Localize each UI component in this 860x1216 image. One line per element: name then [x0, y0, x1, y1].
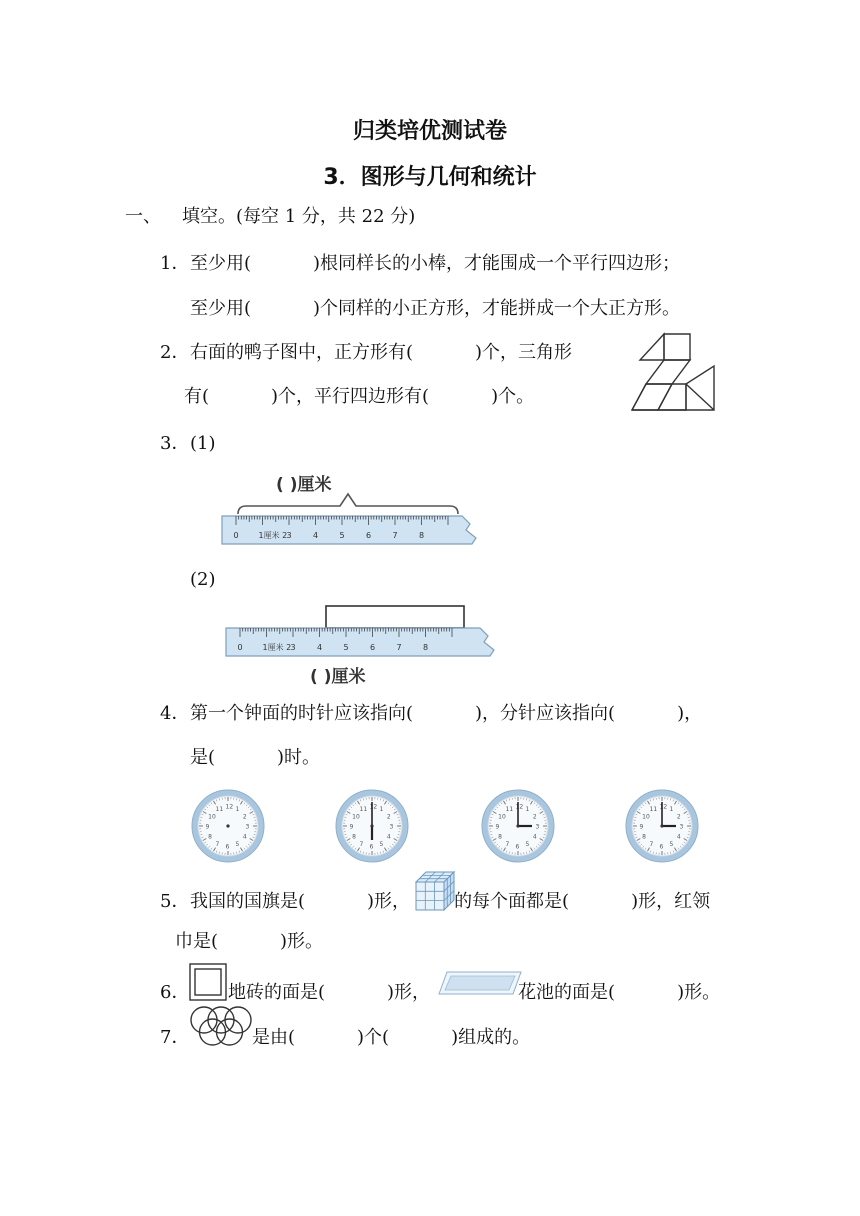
svg-text:1: 1 [379, 806, 384, 814]
svg-text:5: 5 [669, 840, 674, 848]
svg-text:5: 5 [525, 840, 530, 848]
svg-text:7: 7 [359, 840, 364, 848]
q2-number: 2． [160, 342, 190, 363]
square-shape [664, 334, 690, 360]
ruler-tick-label: 8 [419, 531, 425, 540]
svg-text:4: 4 [242, 833, 247, 841]
svg-text:6: 6 [225, 843, 230, 851]
q4-line2: 是( )时。 [190, 747, 321, 768]
q6-line: 地砖的面是( )形， 花池的面是( )形。 [228, 982, 721, 1003]
page-title: 归类培优测试卷 [352, 119, 507, 144]
svg-text:6: 6 [515, 843, 520, 851]
triangle-shape [640, 334, 664, 360]
svg-text:4: 4 [386, 833, 391, 841]
ruler-2-figure [222, 604, 497, 690]
olympic-rings-icon [188, 1002, 254, 1050]
svg-text:11: 11 [359, 806, 368, 814]
q1-line2: 至少用( )个同样的小正方形，才能拼成一个大正方形。 [190, 298, 681, 319]
ruler-tick-label: 3 [286, 531, 292, 540]
ruler-1-figure [218, 468, 483, 550]
svg-text:7: 7 [215, 840, 220, 848]
svg-text:12: 12 [515, 803, 524, 811]
parallelogram-shape [646, 360, 690, 384]
q3-part1: (1) [190, 433, 216, 454]
q3-part2: (2) [190, 569, 216, 590]
svg-text:6: 6 [659, 843, 664, 851]
svg-text:11: 11 [649, 806, 658, 814]
svg-text:8: 8 [352, 833, 357, 841]
svg-text:3: 3 [389, 823, 394, 831]
svg-text:3: 3 [245, 823, 250, 831]
svg-text:2: 2 [386, 813, 391, 821]
q5-number: 5． [160, 891, 190, 912]
ruler-tick-label: 6 [370, 643, 376, 652]
svg-text:4: 4 [532, 833, 537, 841]
section-heading: 填空。(每空 1 分，共 22 分) [182, 206, 416, 227]
clock-faces-row [190, 786, 740, 866]
ruler-tick-label: 0 [233, 531, 239, 540]
q2-line1: 右面的鸭子图中，正方形有( )个，三角形 [190, 342, 573, 363]
ruler-1-answer-label: ( )厘米 [276, 475, 332, 495]
ruler-tick-label: 1厘米 2 [258, 531, 288, 540]
svg-text:10: 10 [642, 813, 650, 821]
length-brace [238, 494, 458, 514]
clock-face [192, 790, 264, 862]
svg-text:11: 11 [505, 806, 514, 814]
q6-number: 6． [160, 982, 190, 1003]
ruler-tick-label: 1厘米 2 [262, 643, 292, 652]
svg-text:8: 8 [642, 833, 647, 841]
q7-line: 是由( )个( )组成的。 [252, 1027, 531, 1048]
ruler-tick-label: 7 [396, 643, 402, 652]
svg-text:8: 8 [208, 833, 213, 841]
svg-text:3: 3 [679, 823, 684, 831]
measured-rectangle [326, 606, 464, 628]
svg-text:9: 9 [205, 823, 210, 831]
svg-text:9: 9 [349, 823, 354, 831]
svg-text:2: 2 [242, 813, 247, 821]
svg-text:7: 7 [649, 840, 654, 848]
svg-text:2: 2 [532, 813, 537, 821]
duck-tangram-figure [628, 332, 718, 414]
q3-number: 3． [160, 433, 190, 454]
svg-text:5: 5 [235, 840, 240, 848]
svg-text:10: 10 [352, 813, 360, 821]
ruler-tick-label: 4 [317, 643, 323, 652]
svg-text:6: 6 [369, 843, 374, 851]
ruler-tick-label: 0 [237, 643, 243, 652]
svg-text:5: 5 [379, 840, 384, 848]
svg-text:1: 1 [525, 806, 530, 814]
ruler-tick-label: 6 [366, 531, 372, 540]
ruler-2-answer-label: ( )厘米 [310, 667, 366, 687]
ruler-tick-label: 5 [343, 643, 349, 652]
floor-tile-icon [188, 962, 228, 1002]
svg-text:10: 10 [208, 813, 216, 821]
q5-line1: 我国的国旗是( )形， 的每个面都是( )形，红领 [190, 891, 711, 912]
svg-text:3: 3 [535, 823, 540, 831]
svg-text:10: 10 [498, 813, 506, 821]
q1-line1: 至少用( )根同样长的小棒，才能围成一个平行四边形； [190, 253, 681, 274]
flower-bed-icon [437, 970, 523, 996]
svg-text:7: 7 [505, 840, 510, 848]
ruler-tick-label: 8 [423, 643, 429, 652]
svg-text:12: 12 [659, 803, 668, 811]
page-subtitle: 3．图形与几何和统计 [323, 165, 537, 190]
q4-number: 4． [160, 703, 190, 724]
q4-line1: 第一个钟面的时针应该指向( )，分针应该指向( )， [190, 703, 703, 724]
clock-face [336, 790, 408, 862]
svg-text:4: 4 [676, 833, 681, 841]
ruler-tick-label: 3 [290, 643, 296, 652]
q7-number: 7． [160, 1027, 190, 1048]
clock-face [482, 790, 554, 862]
clock-face [626, 790, 698, 862]
ruler-tick-label: 7 [392, 531, 398, 540]
svg-text:1: 1 [235, 806, 240, 814]
section-number: 一、 [125, 206, 161, 227]
rubiks-cube-icon [414, 870, 456, 912]
svg-text:1: 1 [669, 806, 674, 814]
svg-text:12: 12 [225, 803, 234, 811]
ruler-tick-label: 4 [313, 531, 319, 540]
svg-text:11: 11 [215, 806, 224, 814]
q2-line2: 有( )个，平行四边形有( )个。 [184, 386, 535, 407]
q5-line2: 巾是( )形。 [175, 931, 324, 952]
svg-text:12: 12 [369, 803, 378, 811]
svg-text:9: 9 [495, 823, 500, 831]
ruler-tick-label: 5 [339, 531, 345, 540]
svg-text:8: 8 [498, 833, 503, 841]
svg-text:9: 9 [639, 823, 644, 831]
q1-number: 1． [160, 253, 190, 274]
parallelogram-shape [632, 384, 672, 410]
quad-shape [658, 384, 686, 410]
svg-text:2: 2 [676, 813, 681, 821]
